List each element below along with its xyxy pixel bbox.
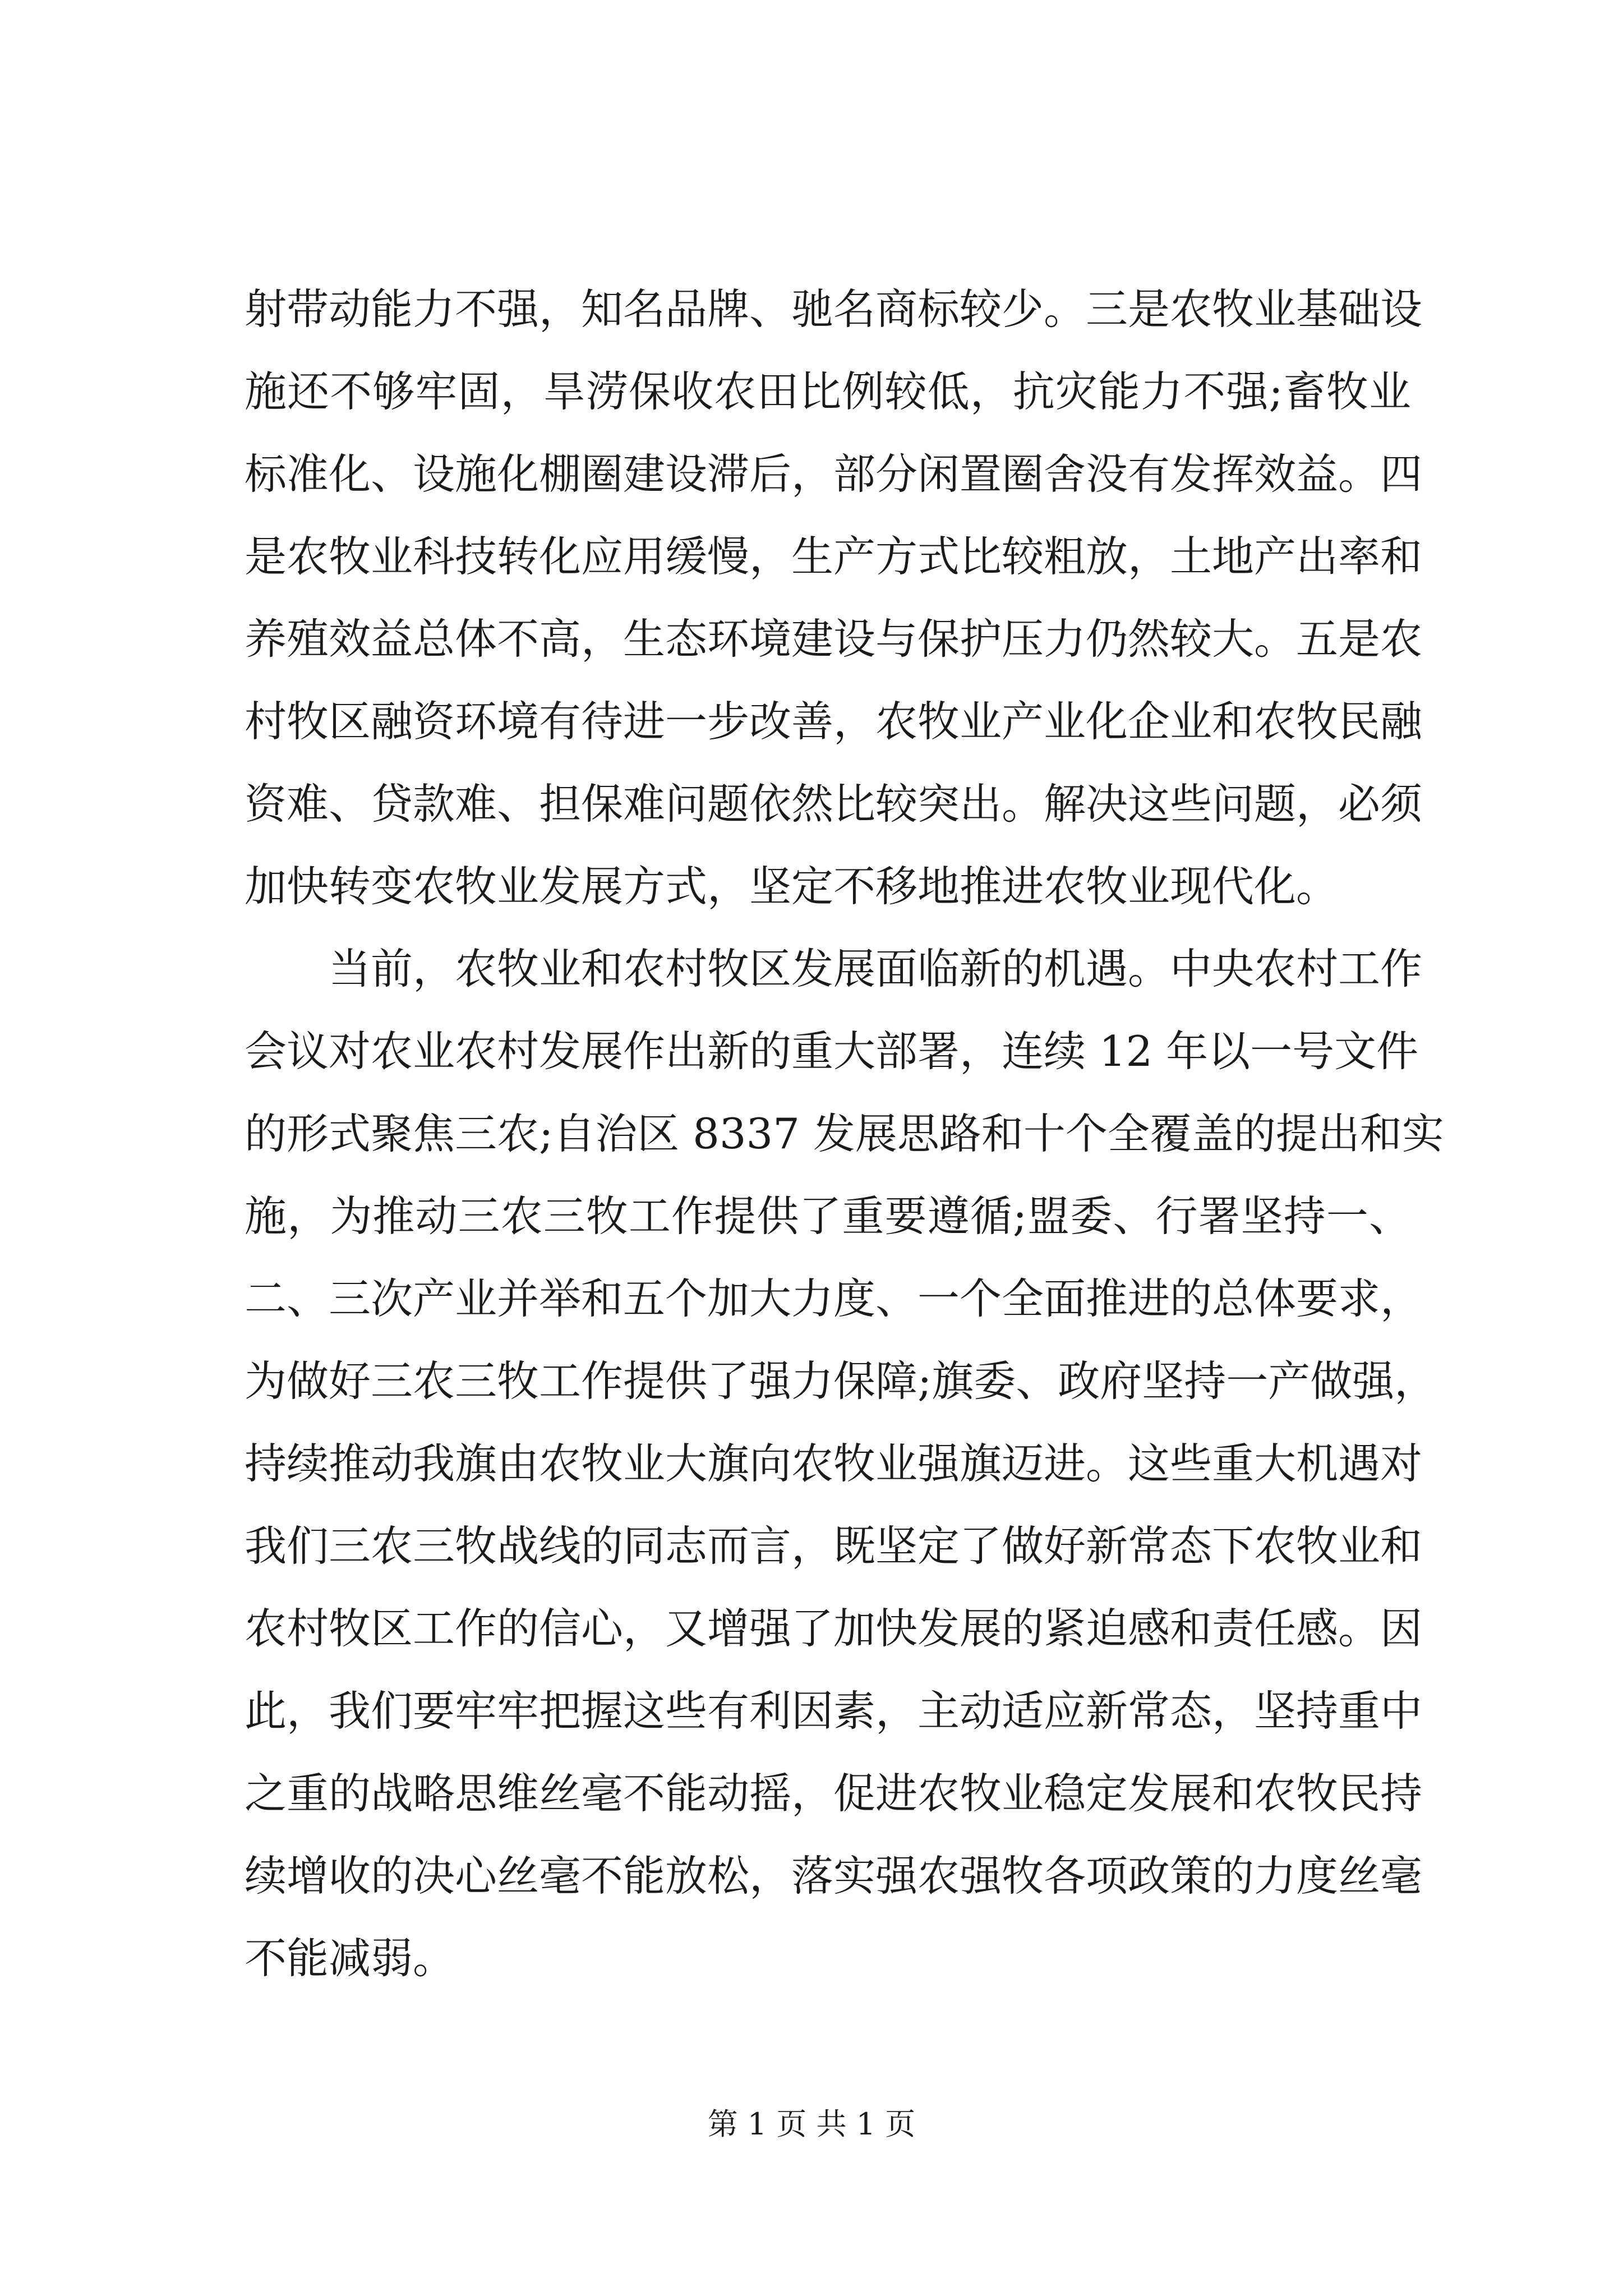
page-footer: 第 1 页 共 1 页 — [707, 2106, 916, 2142]
document-body — [245, 268, 1444, 2000]
text-line: 持续推动我旗由农牧业大旗向农牧业强旗迈进。这些重大机遇对 — [245, 1439, 1423, 1488]
text-line: 施还不够牢固，旱涝保收农田比例较低，抗灾能力不强;畜牧业 — [245, 367, 1411, 416]
text-line: 不能减弱。 — [245, 1934, 455, 1983]
text-line: 是农牧业科技转化应用缓慢，生产方式比较粗放，土地产出率和 — [245, 532, 1423, 581]
text-line: 村牧区融资环境有待进一步改善，农牧业产业化企业和农牧民融 — [245, 697, 1423, 746]
paragraph-1 — [245, 268, 1423, 928]
text-line: 养殖效益总体不高，生态环境建设与保护压力仍然较大。五是农 — [245, 614, 1423, 664]
text-line: 标准化、设施化棚圈建设滞后，部分闲置圈舍没有发挥效益。四 — [245, 449, 1423, 499]
text-line: 此，我们要牢牢把握这些有利因素，主动适应新常态，坚持重中 — [245, 1686, 1423, 1736]
text-line: 农村牧区工作的信心，又增强了加快发展的紧迫感和责任感。因 — [245, 1604, 1423, 1653]
text-line: 之重的战略思维丝毫不能动摇，促进农牧业稳定发展和农牧民持 — [245, 1769, 1423, 1818]
text-line: 当前，农牧业和农村牧区发展面临新的机遇。中央农村工作 — [245, 944, 1423, 993]
text-line: 加快转变农牧业发展方式，坚定不移地推进农牧业现代化。 — [245, 862, 1339, 911]
text-line: 射带动能力不强，知名品牌、驰名商标较少。三是农牧业基础设 — [245, 284, 1423, 334]
text-line: 的形式聚焦三农;自治区 8337 发展思路和十个全覆盖的提出和实 — [245, 1109, 1444, 1158]
paragraph-2 — [245, 928, 1444, 2000]
text-line: 续增收的决心丝毫不能放松，落实强农强牧各项政策的力度丝毫 — [245, 1851, 1423, 1901]
text-line: 为做好三农三牧工作提供了强力保障;旗委、政府坚持一产做强， — [245, 1356, 1437, 1406]
text-line: 会议对农业农村发展作出新的重大部署，连续 12 年以一号文件 — [245, 1027, 1419, 1076]
text-line: 二、三次产业并举和五个加大力度、一个全面推进的总体要求， — [245, 1274, 1423, 1323]
text-line: 施，为推动三农三牧工作提供了重要遵循;盟委、行署坚持一、 — [245, 1191, 1411, 1241]
text-line: 资难、贷款难、担保难问题依然比较突出。解决这些问题，必须 — [245, 779, 1423, 829]
text-line: 我们三农三牧战线的同志而言，既坚定了做好新常态下农牧业和 — [245, 1521, 1423, 1571]
